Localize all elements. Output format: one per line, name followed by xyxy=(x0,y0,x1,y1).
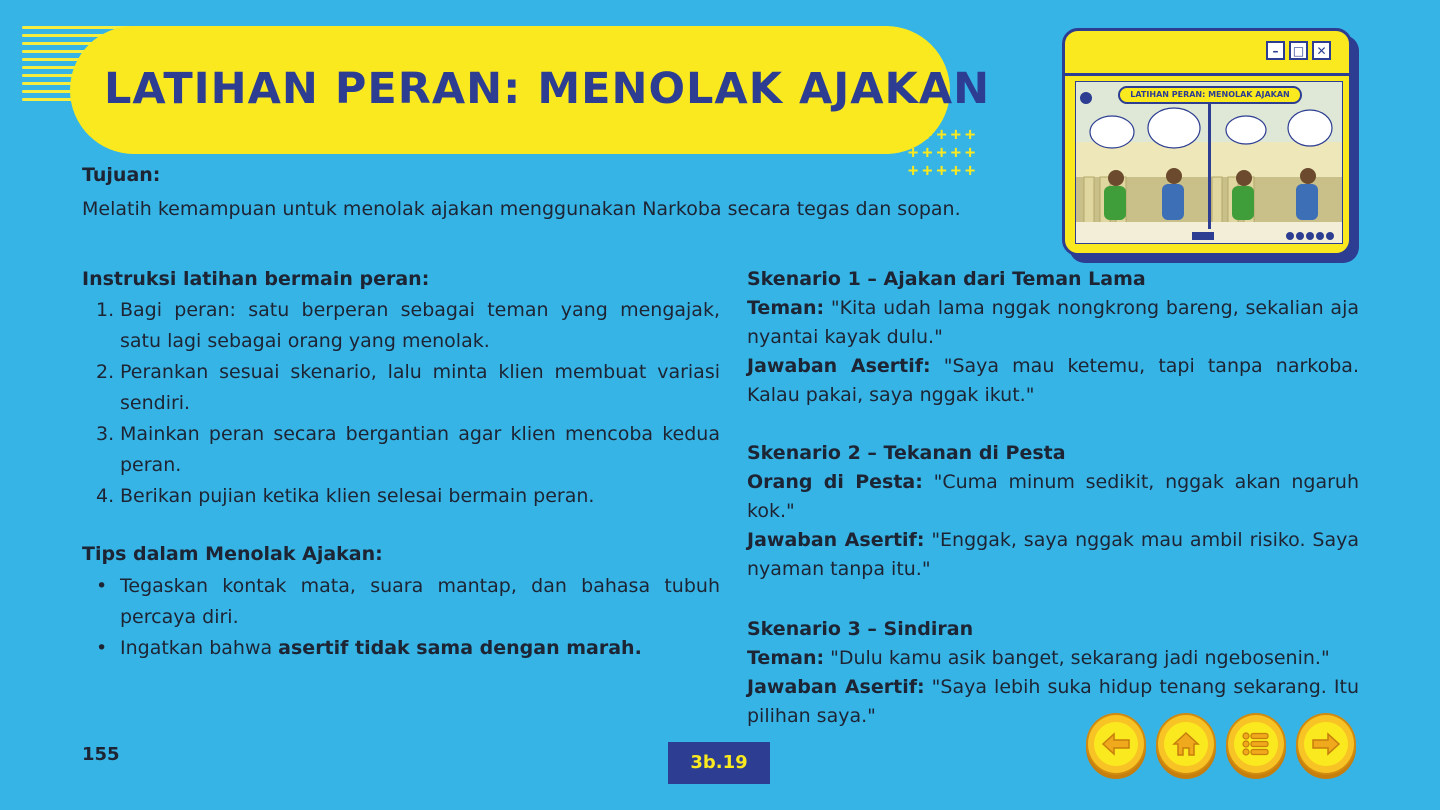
tips-heading: Tips dalam Menolak Ajakan: xyxy=(82,543,383,565)
answer-label: Jawaban Asertif: xyxy=(747,355,931,377)
answer-line: "Saya mau ketemu, tapi tanpa narkoba. Kalau pakai, saya nggak ikut." xyxy=(747,355,1359,406)
home-icon xyxy=(1172,731,1200,757)
window-controls xyxy=(1266,41,1331,60)
tip-text: Ingatkan bahwa xyxy=(120,637,279,659)
item-text: Perankan sesuai skenario, lalu minta klien membuat variasi sendiri. xyxy=(120,361,720,414)
list-item xyxy=(96,633,720,664)
scenario-1 xyxy=(747,265,1359,410)
item-text: Bagi peran: satu berperan sebagai teman yang mengajak, satu lagi sebagai orang yang menolak. xyxy=(120,299,720,352)
speaker-label: Orang di Pesta: xyxy=(747,471,923,493)
arrow-right-icon xyxy=(1311,732,1341,756)
list-item xyxy=(96,295,720,357)
close-icon[interactable]: ✕ xyxy=(1312,41,1331,60)
answer-line: "Enggak, saya nggak mau ambil risiko. Saya nyaman tanpa itu." xyxy=(747,529,1359,580)
scenario-title: Skenario 2 – Tekanan di Pesta xyxy=(747,442,1066,464)
scenario-2 xyxy=(747,439,1359,584)
answer-label: Jawaban Asertif: xyxy=(747,676,925,698)
bullet-icon: • xyxy=(96,637,108,659)
thumbnail-title: LATIHAN PERAN: MENOLAK AJAKAN xyxy=(1118,86,1302,104)
speaker-line: "Kita udah lama nggak nongkrong bareng, sekalian aja nyantai kayak dulu." xyxy=(747,297,1359,348)
menu-button[interactable] xyxy=(1226,713,1286,775)
tips-list xyxy=(96,571,720,664)
tujuan-heading: Tujuan: xyxy=(82,164,161,186)
tip-bold-text: asertif tidak sama dengan marah. xyxy=(278,637,642,659)
scenario-3 xyxy=(747,615,1359,731)
decorative-plus-pattern: +++++ +++++ +++++ xyxy=(908,125,980,181)
menu-list-icon xyxy=(1242,732,1270,756)
maximize-icon[interactable]: □ xyxy=(1289,41,1308,60)
tujuan-body: Melatih kemampuan untuk menolak ajakan menggunakan Narkoba secara tegas dan sopan. xyxy=(82,198,961,220)
arrow-left-icon xyxy=(1101,732,1131,756)
speaker-line: "Dulu kamu asik banget, sekarang jadi ngebosenin." xyxy=(824,647,1330,669)
bullet-icon: • xyxy=(96,575,108,597)
instruksi-heading: Instruksi latihan bermain peran: xyxy=(82,268,430,290)
item-text: Mainkan peran secara bergantian agar klien mencoba kedua peran. xyxy=(120,423,720,476)
answer-label: Jawaban Asertif: xyxy=(747,529,925,551)
answer-line: "Saya lebih suka hidup tenang sekarang. Itu pilihan saya." xyxy=(747,676,1359,727)
list-item xyxy=(96,571,720,633)
instruksi-list xyxy=(96,295,720,512)
speaker-line: "Cuma minum sedikit, nggak akan ngaruh kok." xyxy=(747,471,1360,522)
scenario-title: Skenario 1 – Ajakan dari Teman Lama xyxy=(747,268,1146,290)
page-number: 155 xyxy=(82,744,120,765)
section-code-badge: 3b.19 xyxy=(668,742,770,784)
tip-text: Tegaskan kontak mata, suara mantap, dan bahasa tubuh percaya diri. xyxy=(120,575,720,628)
item-number: 2. xyxy=(96,361,115,383)
item-text: Berikan pujian ketika klien selesai bermain peran. xyxy=(120,485,595,507)
next-button[interactable] xyxy=(1296,713,1356,775)
item-number: 4. xyxy=(96,485,115,507)
window-divider xyxy=(1065,73,1349,76)
page-title: LATIHAN PERAN: MENOLAK AJAKAN xyxy=(104,64,991,114)
prev-button[interactable] xyxy=(1086,713,1146,775)
item-number: 1. xyxy=(96,299,115,321)
speaker-label: Teman: xyxy=(747,297,825,319)
list-item xyxy=(96,419,720,481)
video-window[interactable] xyxy=(1062,28,1352,256)
list-item xyxy=(96,357,720,419)
speaker-label: Teman: xyxy=(747,647,825,669)
roleplay-thumbnail[interactable] xyxy=(1075,81,1343,244)
scenario-title: Skenario 3 – Sindiran xyxy=(747,618,974,640)
item-number: 3. xyxy=(96,423,115,445)
roleplay-illustration xyxy=(1076,82,1343,244)
list-item xyxy=(96,481,720,512)
home-button[interactable] xyxy=(1156,713,1216,775)
minimize-icon[interactable]: – xyxy=(1266,41,1285,60)
